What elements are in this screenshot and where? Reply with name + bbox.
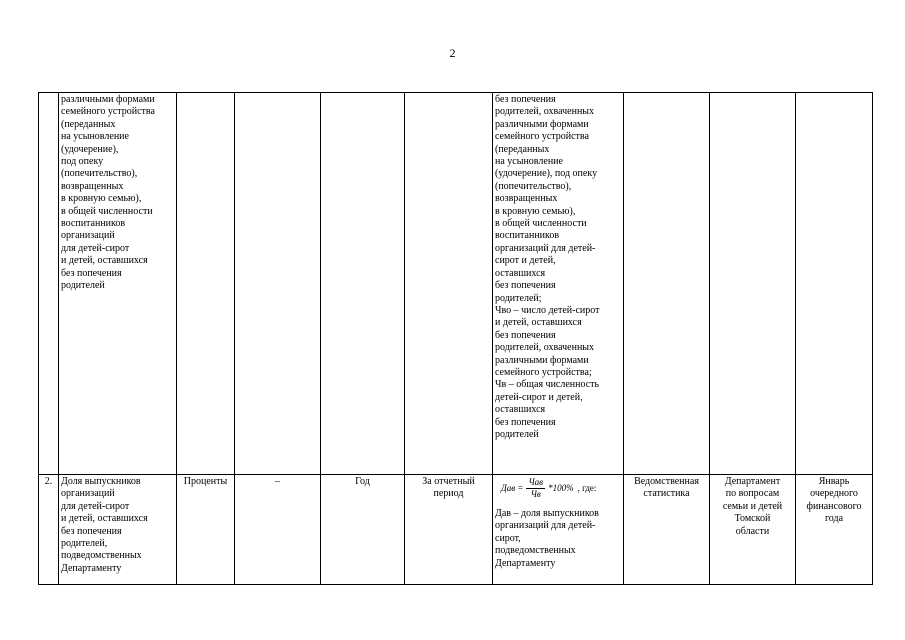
method-text: Дав – доля выпускников организаций для детей- сирот, подведомственных Департаменту <box>495 508 599 569</box>
cell-period <box>321 93 405 475</box>
cell-time <box>405 93 493 475</box>
formula-lhs: Дав = <box>501 483 524 494</box>
cell-number: 2. <box>39 475 59 585</box>
cell-source: Ведомственная статистика <box>624 475 710 585</box>
cell-unit <box>177 93 235 475</box>
cell-deadline: Январь очередного финансового года <box>796 475 873 585</box>
cell-number <box>39 93 59 475</box>
cell-method <box>493 475 624 585</box>
table-row <box>39 475 873 585</box>
cell-note <box>235 93 321 475</box>
cell-time: За отчетный период <box>405 475 493 585</box>
cell-method: без попечения родителей, охваченных различными формами семейного устройства (переданных на усыновление (удочерение), под опеку (попечительство), возвращенных в кровную семью), в общей численности воспитанников организаций для детей- сирот и детей, оставшихся без попечения родителей; Чво – число детей-сирот и детей, оставшихся без попечения родителей, охваченных различными формами семейного устройства; Чв – общая численность детей-сирот и детей, оставшихся без попечения родителей <box>493 93 624 475</box>
cell-period: Год <box>321 475 405 585</box>
cell-responsible: Департамент по вопросам семьи и детей Томской области <box>710 475 796 585</box>
indicators-table <box>38 92 873 585</box>
formula <box>501 477 621 500</box>
formula-tail: , где: <box>577 483 597 494</box>
formula-fraction <box>526 477 545 500</box>
cell-deadline <box>796 93 873 475</box>
cell-note: – <box>235 475 321 585</box>
cell-indicator: различными формами семейного устройства (переданных на усыновление (удочерение), под опеку (попечительство), возвращенных в кровную семью), в общей численности воспитанников организаций для детей-сирот и детей, оставшихся без попечения родителей <box>59 93 177 475</box>
cell-indicator: Доля выпускников организаций для детей-сирот и детей, оставшихся без попечения родителей, подведомственных Департаменту <box>59 475 177 585</box>
formula-rhs: *100% <box>548 483 574 494</box>
formula-denominator: Чв <box>530 489 541 499</box>
formula-numerator: Чав <box>528 477 544 487</box>
page-number: 2 <box>449 46 456 60</box>
table-row <box>39 93 873 475</box>
cell-unit: Проценты <box>177 475 235 585</box>
cell-responsible <box>710 93 796 475</box>
cell-source <box>624 93 710 475</box>
